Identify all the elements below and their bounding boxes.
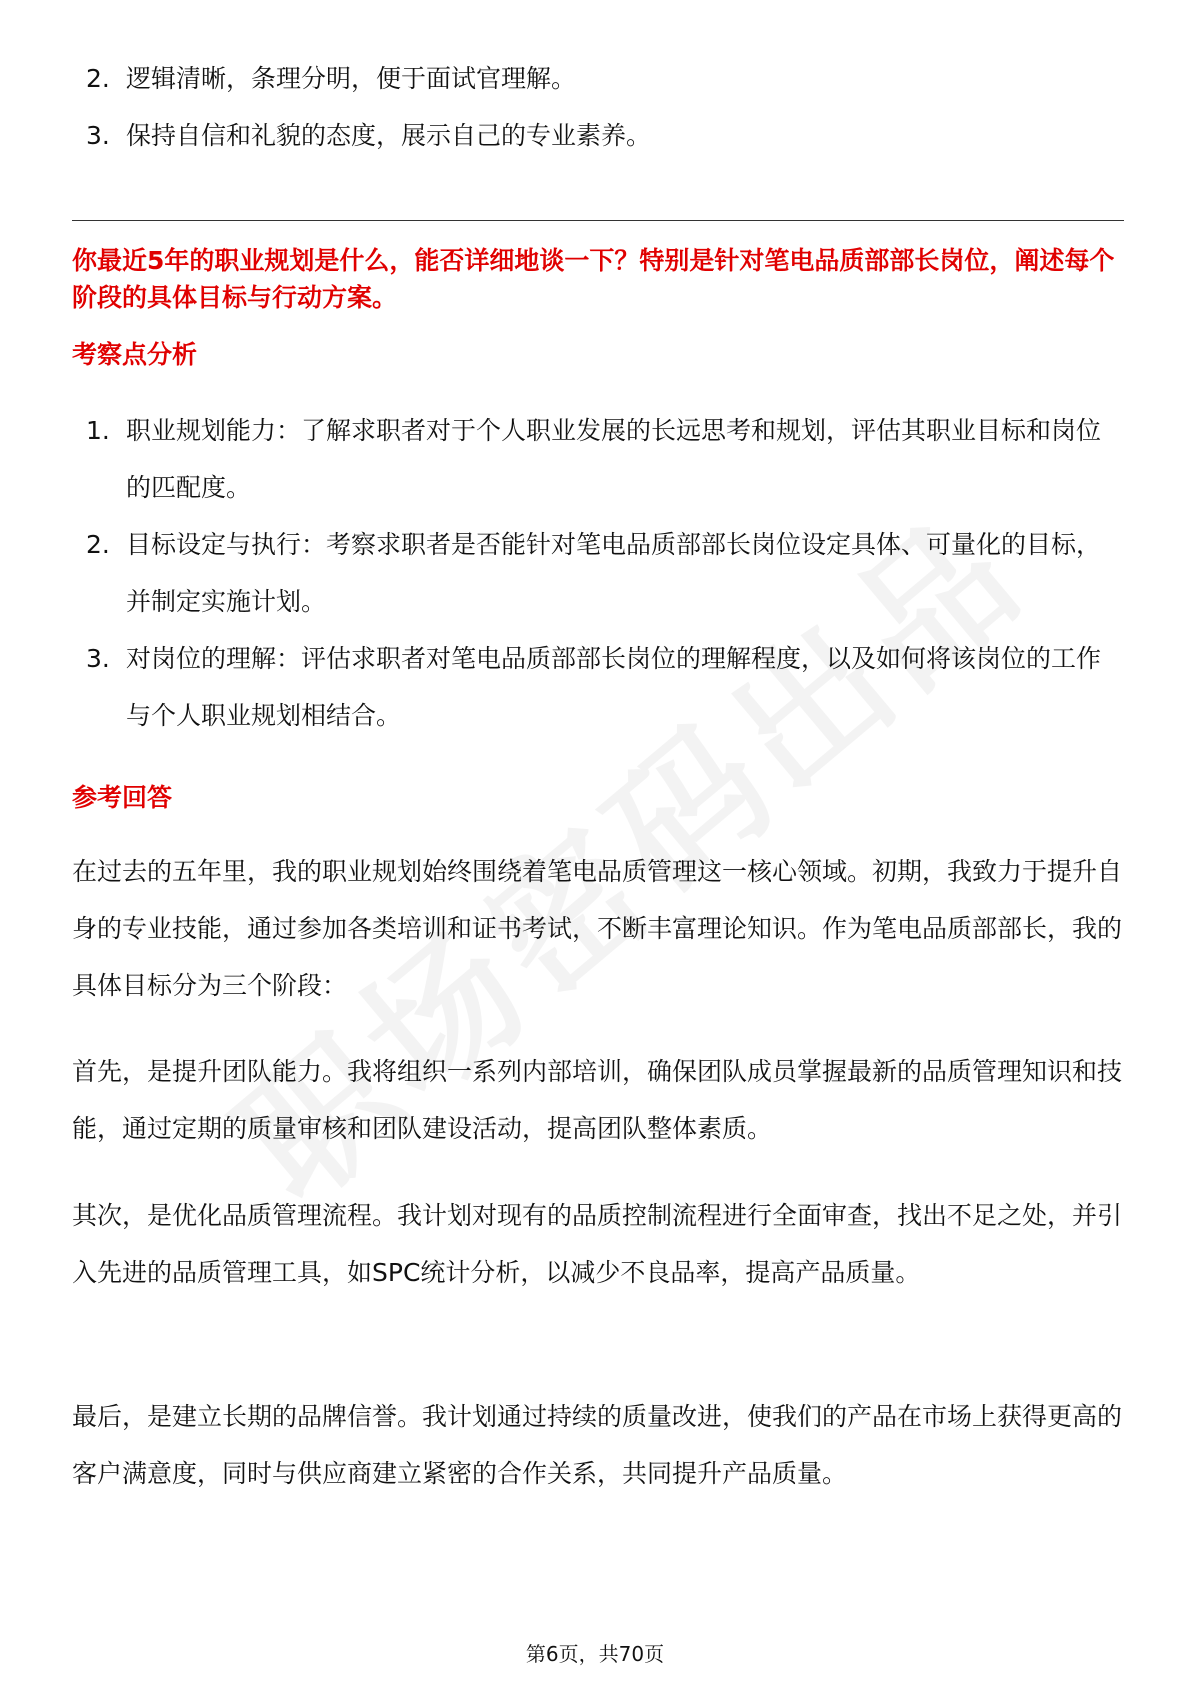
question-text: 你最近5年的职业规划是什么，能否详细地谈一下？特别是针对笔电品质部部长岗位，阐述每个阶段的具体目标与行动方案。 bbox=[72, 246, 1115, 312]
page-number: 第6页，共70页 bbox=[525, 1642, 665, 1666]
divider bbox=[72, 220, 1124, 221]
analysis-heading: 考察点分析 bbox=[72, 340, 198, 369]
list-item: 2. 目标设定与执行：考察求职者是否能针对笔电品质部部长岗位设定具体、可量化的目标，并制定实施计划。 bbox=[86, 530, 1102, 616]
list-item-text: 目标设定与执行：考察求职者是否能针对笔电品质部部长岗位设定具体、可量化的目标，并制定实施计划。 bbox=[126, 530, 1102, 616]
list-item: 3. 对岗位的理解：评估求职者对笔电品质部部长岗位的理解程度，以及如何将该岗位的工作与个人职业规划相结合。 bbox=[86, 644, 1102, 730]
answer-paragraph: 其次，是优化品质管理流程。我计划对现有的品质控制流程进行全面审查，找出不足之处，并引入先进的品质管理工具，如SPC统计分析，以减少不良品率，提高产品质量。 bbox=[72, 1201, 1123, 1287]
answer-paragraph: 首先，是提升团队能力。我将组织一系列内部培训，确保团队成员掌握最新的品质管理知识和技能，通过定期的质量审核和团队建设活动，提高团队整体素质。 bbox=[72, 1057, 1123, 1143]
list-item: 3. 保持自信和礼貌的态度，展示自己的专业素养。 bbox=[86, 121, 652, 150]
answer-paragraph: 最后，是建立长期的品牌信誉。我计划通过持续的质量改进，使我们的产品在市场上获得更高的客户满意度，同时与供应商建立紧密的合作关系，共同提升产品质量。 bbox=[72, 1402, 1123, 1488]
list-item: 2. 逻辑清晰，条理分明，便于面试官理解。 bbox=[86, 64, 577, 93]
answer-heading: 参考回答 bbox=[72, 783, 173, 812]
list-item-text: 保持自信和礼貌的态度，展示自己的专业素养。 bbox=[126, 121, 652, 150]
list-item-text: 对岗位的理解：评估求职者对笔电品质部部长岗位的理解程度，以及如何将该岗位的工作与个人职业规划相结合。 bbox=[126, 644, 1102, 730]
list-item-text: 职业规划能力：了解求职者对于个人职业发展的长远思考和规划，评估其职业目标和岗位的匹配度。 bbox=[126, 416, 1102, 502]
list-item-text: 逻辑清晰，条理分明，便于面试官理解。 bbox=[126, 64, 577, 93]
top-list bbox=[72, 50, 1122, 164]
answer-paragraph: 在过去的五年里，我的职业规划始终围绕着笔电品质管理这一核心领域。初期，我致力于提升自身的专业技能，通过参加各类培训和证书考试，不断丰富理论知识。作为笔电品质部部长，我的具体目标分为三个阶段： bbox=[72, 857, 1123, 1000]
list-item: 1. 职业规划能力：了解求职者对于个人职业发展的长远思考和规划，评估其职业目标和岗位的匹配度。 bbox=[86, 416, 1102, 502]
analysis-list bbox=[72, 402, 1122, 744]
